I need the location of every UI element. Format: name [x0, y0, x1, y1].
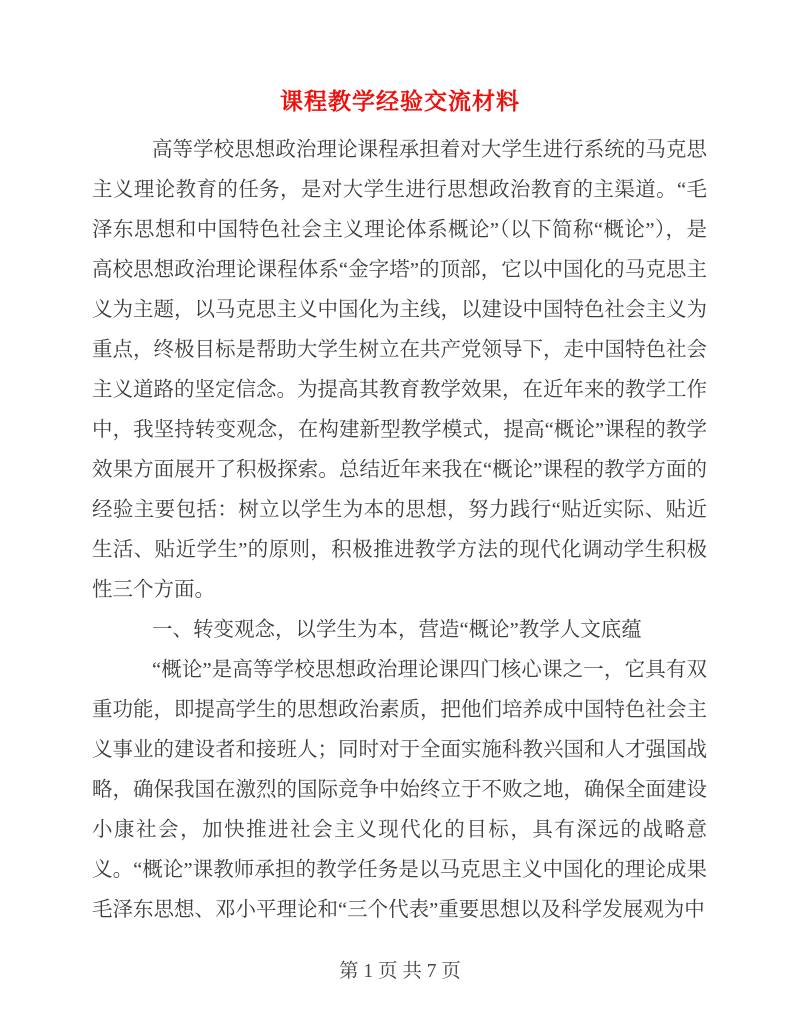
- document-title: 课程教学经验交流材料: [280, 89, 520, 114]
- section-heading-1: 一、转变观念，以学生为本，营造“概论”教学人文底蕴: [152, 619, 642, 641]
- paragraph-section-1: “概论”是高等学校思想政治理论课四门核心课之一，它具有双重功能，即提高学生的思想政治素质，把他们培养成中国特色社会主义事业的建设者和接班人；同时对于全面实施科教兴国和人才强国战略，确保我国在激烈的国际竞争中始终立于不败之地，确保全面建设小康社会，加快推进社会主义现代化的目标，具有深远的战略意义。“概论”课教师承担的教学任务是以马克思主义中国化的理论成果毛泽东思想、邓小平理论和“三个代表”重要思想以及科学发展观为中: [92, 659, 707, 921]
- page-number-footer: 第 1 页 共 7 页: [339, 961, 461, 982]
- paragraph-intro: 高等学校思想政治理论课程承担着对大学生进行系统的马克思主义理论教育的任务，是对大学生进行思想政治教育的主渠道。“毛泽东思想和中国特色社会主义理论体系概论”（以下简称“概论”），是高校思想政治理论课程体系“金字塔”的顶部，它以中国化的马克思主义为主题，以马克思主义中国化为主线，以建设中国特色社会主义为重点，终极目标是帮助大学生树立在共产党领导下，走中国特色社会主义道路的坚定信念。为提高其教育教学效果，在近年来的教学工作中，我坚持转变观念，在构建新型教学模式，提高“概论”课程的教学效果方面展开了积极探索。总结近年来我在“概论”课程的教学方面的经验主要包括：树立以学生为本的思想，努力践行“贴近实际、贴近生活、贴近学生”的原则，积极推进教学方法的现代化调动学生积极性三个方面。: [92, 139, 707, 601]
- document-body: [92, 130, 707, 930]
